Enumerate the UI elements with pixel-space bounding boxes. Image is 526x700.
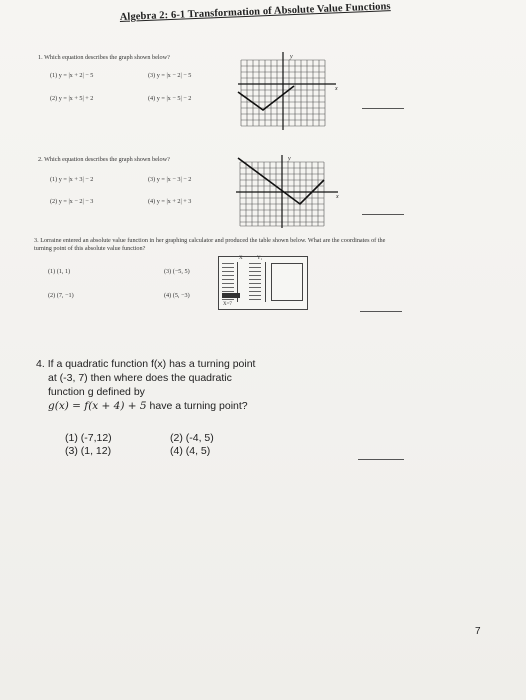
q2-graph: [234, 152, 344, 230]
q2-prompt: [38, 156, 170, 163]
q4-option-3[interactable]: (3) (1, 12): [65, 445, 112, 457]
q1-number: 1.: [38, 54, 43, 61]
q4-line-1: 4. If a quadratic function f(x) has a turning point: [36, 358, 256, 370]
q3-number: 3.: [34, 237, 39, 244]
q2-option-3[interactable]: (3) y = |x − 3| − 2: [148, 176, 192, 183]
q1-graph: [236, 48, 344, 132]
calculator-table: [218, 256, 308, 310]
table-footer: X=7: [223, 302, 232, 307]
q2-option-1[interactable]: (1) y = |x + 3| − 2: [50, 176, 94, 183]
q2-option-2[interactable]: (2) y = |x − 2| − 3: [50, 198, 94, 205]
q3-text: Lorraine entered an absolute value function in her graphing calculator and produced the table shown below. What are the coordinates of the turning point of this absolute value function?: [34, 237, 386, 252]
q1-prompt: [38, 54, 170, 61]
q3-prompt: [34, 237, 404, 253]
q4-answer-line[interactable]: [358, 459, 404, 460]
q1-option-3[interactable]: (3) y = |x − 2| − 5: [148, 72, 192, 79]
q1-option-1[interactable]: (1) y = |x + 2| − 5: [50, 72, 94, 79]
q4-number: 4.: [36, 358, 45, 370]
page-number: 7: [475, 626, 481, 637]
q1-answer-line[interactable]: [362, 108, 404, 109]
q3-option-4[interactable]: (4) (5, −3): [164, 292, 190, 299]
q4-option-1[interactable]: (1) (-7,12): [65, 432, 112, 444]
q3-answer-line[interactable]: [360, 311, 402, 312]
q1-x-axis-label: x: [335, 86, 338, 92]
q4-equation: g(x) = f(x + 4) + 5: [48, 400, 147, 412]
q4-line-3: function g defined by: [48, 386, 145, 398]
table-header-y1: Y₁: [257, 256, 263, 261]
table-header-x: X: [239, 256, 243, 261]
q1-y-axis-label: y: [290, 54, 293, 60]
q4-line-4: g(x) = f(x + 4) + 5 have a turning point?: [48, 400, 248, 412]
q3-option-2[interactable]: (2) (7, −1): [48, 292, 74, 299]
q2-number: 2.: [38, 156, 43, 163]
q4-line-2: at (-3, 7) then where does the quadratic: [48, 372, 232, 384]
q2-text: Which equation describes the graph shown below?: [44, 156, 170, 163]
q2-y-axis-label: y: [288, 156, 291, 162]
q1-option-2[interactable]: (2) y = |x + 5| + 2: [50, 95, 94, 102]
q1-text: Which equation describes the graph shown below?: [44, 54, 170, 61]
q3-option-1[interactable]: (1) (1, 1): [48, 268, 71, 275]
worksheet-title: Algebra 2: 6-1 Transformation of Absolute Value Functions: [119, 1, 391, 24]
table-y1-column: [249, 263, 261, 301]
table-selected-cell: [222, 293, 240, 298]
q3-option-3[interactable]: (3) (−5, 5): [164, 268, 190, 275]
q1-option-4[interactable]: (4) y = |x − 5| − 2: [148, 95, 192, 102]
q4-option-2[interactable]: (2) (-4, 5): [170, 432, 214, 444]
q4-option-4[interactable]: (4) (4, 5): [170, 445, 211, 457]
q2-answer-line[interactable]: [362, 214, 404, 215]
q2-option-4[interactable]: (4) y = |x + 2| + 3: [148, 198, 192, 205]
q2-x-axis-label: x: [336, 194, 339, 200]
q4-prompt: [36, 357, 336, 413]
